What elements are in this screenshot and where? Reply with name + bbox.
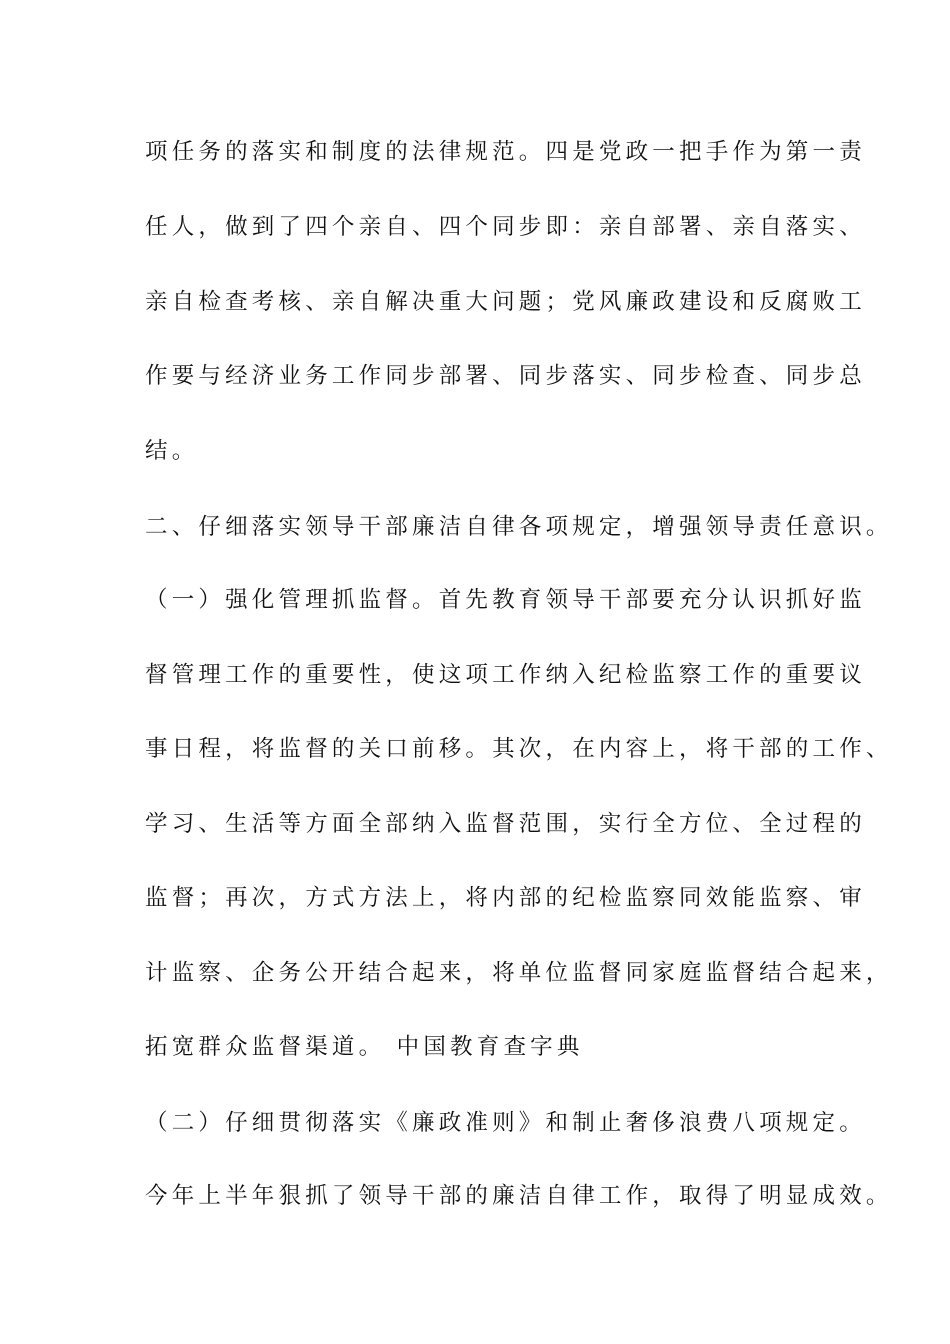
text-line: 拓宽群众监督渠道。 中国教育查字典 [145,1034,584,1060]
subsection-heading: （二）仔细贯彻落实《廉政准则》和制止奢侈浪费八项规定。 [145,1110,866,1136]
section-heading: 二、仔细落实领导干部廉洁自律各项规定，增强领导责任意识。 [145,514,893,540]
text-line: 结。 [145,438,199,464]
text-line: 事日程，将监督的关口前移。其次，在内容上，将干部的工作、 [145,736,893,762]
text-line: 任人，做到了四个亲自、四个同步即：亲自部署、亲自落实、 [145,214,866,240]
subsection-heading: （一）强化管理抓监督。首先教育领导干部要充分认识抓好监 [145,587,866,613]
text-line: 计监察、企务公开结合起来，将单位监督同家庭监督结合起来， [145,960,893,986]
text-line: 监督；再次，方式方法上，将内部的纪检监察同效能监察、审 [145,885,866,911]
text-line: 督管理工作的重要性，使这项工作纳入纪检监察工作的重要议 [145,662,866,688]
text-line: 作要与经济业务工作同步部署、同步落实、同步检查、同步总 [145,363,866,389]
text-line: 今年上半年狠抓了领导干部的廉洁自律工作，取得了明显成效。 [145,1183,893,1209]
text-line: 学习、生活等方面全部纳入监督范围，实行全方位、全过程的 [145,811,866,837]
text-line: 亲自检查考核、亲自解决重大问题；党风廉政建设和反腐败工 [145,289,866,315]
text-line: 项任务的落实和制度的法律规范。四是党政一把手作为第一责 [145,139,866,165]
